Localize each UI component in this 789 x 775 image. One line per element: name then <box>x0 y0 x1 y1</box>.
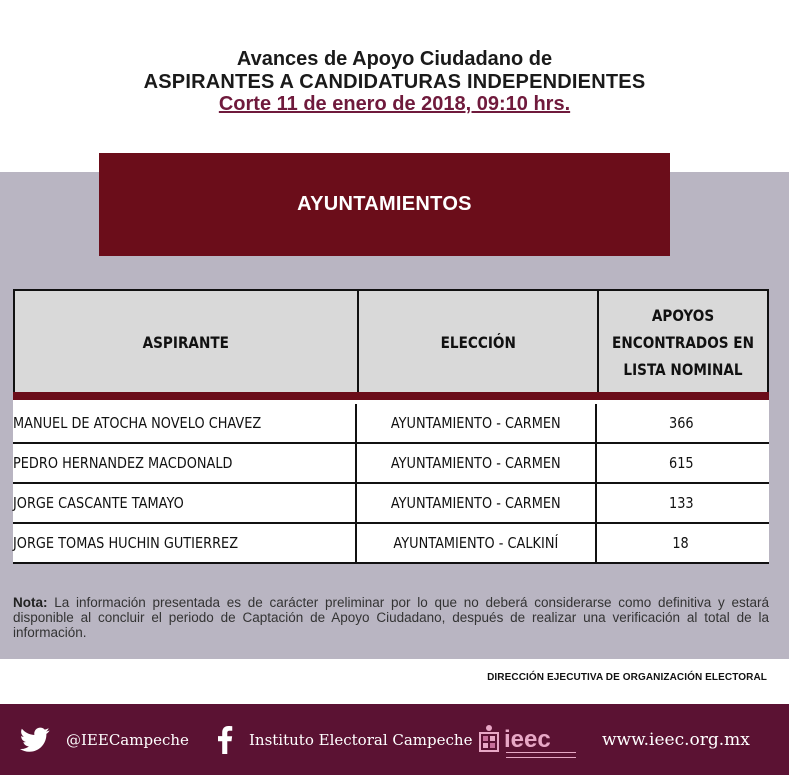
table-row <box>13 404 769 444</box>
cell-eleccion <box>357 444 597 482</box>
title-line-1: Avances de Apoyo Ciudadano de <box>236 48 553 70</box>
table-row <box>13 444 769 484</box>
header <box>0 0 789 172</box>
facebook-name[interactable]: Instituto Electoral Campeche <box>249 730 473 749</box>
support-table <box>13 289 769 563</box>
table-row <box>13 484 769 524</box>
apoyos-value: 615 <box>668 454 694 472</box>
aspirante-name: PEDRO HERNANDEZ MACDONALD <box>13 454 233 472</box>
eleccion-value: AYUNTAMIENTO - CALKINÍ <box>393 534 559 552</box>
header-aspirante-label: ASPIRANTE <box>142 333 230 352</box>
section-title: AYUNTAMIENTOS <box>297 193 472 215</box>
cell-aspirante <box>13 444 357 482</box>
note <box>13 595 769 640</box>
eleccion-value: AYUNTAMIENTO - CARMEN <box>391 494 561 512</box>
eleccion-value: AYUNTAMIENTO - CARMEN <box>391 414 561 432</box>
cell-aspirante <box>13 484 357 522</box>
section-header <box>99 153 670 256</box>
cell-eleccion <box>357 524 597 562</box>
ieec-logo <box>478 704 551 775</box>
table-row <box>13 524 769 564</box>
cell-apoyos <box>597 404 765 442</box>
note-label: Nota: <box>13 595 48 610</box>
note-text: La información presentada es de carácter preliminar por lo que no deberá considerarse como definitiva y estará disponible al concluir el periodo de Captación de Apoyo Ciudadano, después de realizar una verificación al total de la información. <box>13 595 769 640</box>
header-apoyos-label: APOYOS ENCONTRADOS EN LISTA NOMINAL <box>612 306 754 379</box>
logo-subtitle-lines <box>506 752 576 758</box>
aspirante-name: MANUEL DE ATOCHA NOVELO CHAVEZ <box>13 414 262 432</box>
cell-apoyos <box>597 484 765 522</box>
header-apoyos <box>599 291 767 394</box>
cell-apoyos <box>597 524 765 562</box>
cell-eleccion <box>357 404 597 442</box>
table-header <box>13 289 769 392</box>
apoyos-value: 133 <box>668 494 694 512</box>
facebook-icon <box>213 726 237 754</box>
header-eleccion-label: ELECCIÓN <box>440 333 516 352</box>
cell-aspirante <box>13 404 357 442</box>
footer <box>0 704 789 775</box>
header-eleccion <box>359 291 599 394</box>
apoyos-value: 18 <box>672 534 690 552</box>
cell-apoyos <box>597 444 765 482</box>
header-divider <box>13 392 769 400</box>
cutoff-date: Corte 11 de enero de 2018, 09:10 hrs. <box>218 93 571 115</box>
twitter-link[interactable] <box>20 704 189 775</box>
eleccion-value: AYUNTAMIENTO - CARMEN <box>391 454 561 472</box>
apoyos-value: 366 <box>668 414 694 432</box>
website-link[interactable]: www.ieec.org.mx <box>602 729 750 750</box>
aspirante-name: JORGE CASCANTE TAMAYO <box>13 494 184 512</box>
twitter-handle[interactable]: @IEECampeche <box>66 730 189 749</box>
direction-label: DIRECCIÓN EJECUTIVA DE ORGANIZACIÓN ELECTORAL <box>487 672 767 683</box>
header-aspirante <box>15 291 359 394</box>
title-line-2: ASPIRANTES A CANDIDATURAS INDEPENDIENTES <box>143 71 646 93</box>
ieec-logo-text: ieec <box>504 725 551 753</box>
cell-eleccion <box>357 484 597 522</box>
cell-aspirante <box>13 524 357 562</box>
ieec-logo-mark <box>478 723 500 757</box>
aspirante-name: JORGE TOMAS HUCHIN GUTIERREZ <box>13 534 239 552</box>
facebook-link[interactable] <box>213 704 472 775</box>
twitter-icon <box>20 727 50 753</box>
